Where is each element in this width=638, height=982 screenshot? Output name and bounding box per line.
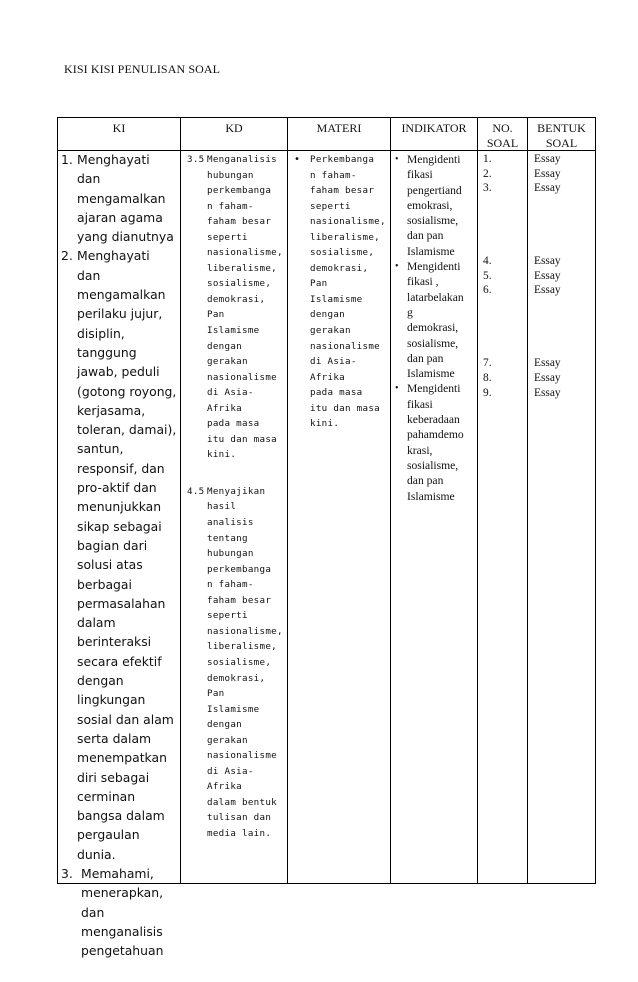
kd-line: perkembanga (207, 185, 272, 197)
indikator-item-1 (395, 152, 477, 259)
column-divider (287, 117, 288, 884)
ki-line: menerapkan, (81, 885, 164, 901)
ki-item-text (77, 150, 179, 246)
header-bentuk-soal (528, 121, 595, 151)
kd-line: Islamisme (207, 325, 260, 337)
kd-line: kini. (207, 449, 237, 461)
kd-gap (187, 463, 287, 484)
no-soal-value: 7. (483, 357, 492, 370)
materi-line: liberalisme, (310, 231, 380, 243)
kd-line: liberalisme, (207, 262, 277, 274)
materi-item (294, 152, 390, 432)
kd-line: nasionalisme, (207, 625, 283, 637)
kd-line: nasionalisme, (207, 247, 283, 259)
ki-line: lingkungan (77, 692, 146, 708)
ki-line: disiplin, (77, 325, 125, 341)
indikator-line: sosialisme, (407, 214, 459, 228)
materi-line: nasionalisme, (310, 216, 386, 228)
bentuk-soal-value: Essay (534, 357, 561, 370)
header-no-soal-line2: SOAL (486, 136, 519, 150)
materi-item-text (310, 152, 390, 432)
kd-line: sosialisme, (207, 278, 272, 290)
kd-item-number: 4.5 (187, 485, 205, 497)
indikator-line: g (407, 305, 413, 319)
bentuk-soal-value: Essay (534, 255, 561, 268)
kd-line: hubungan (207, 169, 254, 181)
ki-line: Memahami, (81, 865, 154, 881)
materi-line: n faham- (310, 169, 357, 181)
ki-line: perilaku jujur, (77, 306, 163, 322)
no-soal-value: 3. (483, 182, 492, 195)
kd-line: Menganalisis (207, 154, 277, 165)
ki-line: mengamalkan (77, 190, 166, 206)
kd-line: Pan (207, 309, 225, 321)
ki-item-text (81, 864, 179, 960)
ki-item-number: 1. (61, 152, 73, 167)
ki-line: Menghayati (77, 152, 150, 167)
ki-item-number: 2. (61, 248, 73, 264)
no-soal-value: 4. (483, 255, 492, 268)
page-title: KISI KISI PENULISAN SOAL (64, 62, 221, 76)
column-divider (527, 117, 528, 884)
ki-line: dengan (77, 673, 124, 689)
header-bentuk-soal-line2: SOAL (545, 136, 578, 150)
ki-cell (61, 150, 179, 960)
ki-item-number: 3. (61, 865, 73, 881)
kd-line: di Asia-Afrika (207, 387, 254, 414)
kd-line: Pan (207, 688, 225, 700)
indikator-line: keberadaan (407, 413, 460, 427)
bentuk-soal-value: Essay (534, 371, 561, 384)
ki-line: yang dianutnya (77, 229, 174, 245)
ki-item-3 (61, 864, 179, 960)
indikator-line: sosialisme, (407, 336, 459, 350)
ki-line: Menghayati (77, 248, 150, 264)
ki-line: berinteraksi (77, 634, 152, 650)
kd-line: dalam bentuk (207, 796, 277, 808)
kd-item-text (207, 152, 287, 463)
kd-line: Islamisme (207, 703, 260, 715)
kd-item-text (207, 484, 287, 842)
indikator-line: krasi, (407, 443, 433, 457)
bullet: • (294, 154, 301, 165)
table-border-top (57, 117, 596, 118)
materi-line: Perkembanga (310, 154, 375, 165)
table-border-left (57, 117, 58, 884)
ki-line: bagian dari (77, 537, 148, 553)
ki-line: santun, (77, 441, 124, 457)
indikator-line: Mengidenti (407, 382, 461, 396)
ki-item-text (77, 246, 179, 864)
kd-line: perkembanga (207, 563, 272, 575)
ki-line: secara efektif (77, 653, 162, 669)
kd-line: faham besar (207, 216, 272, 228)
header-kd: KD (225, 121, 243, 135)
materi-line: sosialisme, (310, 247, 375, 259)
kd-line: Menyajikan (207, 485, 266, 497)
ki-line: bangsa dalam (77, 808, 165, 824)
kd-line: dengan (207, 719, 242, 731)
kd-line: nasionalisme (207, 750, 277, 762)
kd-line: tulisan dan (207, 812, 272, 824)
kd-line: demokrasi, (207, 672, 266, 684)
ki-line: tanggung (77, 344, 137, 360)
ki-line: dan (77, 267, 101, 283)
indikator-line: fikasi (407, 397, 433, 411)
kd-line: dengan (207, 340, 242, 352)
indikator-line: Mengidenti (407, 260, 461, 274)
bullet: • (395, 154, 399, 165)
header-bentuk-soal-line1: BENTUK (537, 121, 586, 135)
ki-line: mengamalkan (77, 287, 166, 303)
bentuk-soal-value: Essay (534, 386, 561, 399)
materi-line: Islamisme (310, 293, 363, 305)
ki-line: sikap sebagai (77, 518, 162, 534)
kd-line: hasil analisis (207, 501, 254, 529)
indikator-line: Islamisme (407, 244, 455, 258)
column-divider (390, 117, 391, 884)
materi-line: kini. (310, 418, 340, 430)
ki-line: pengetahuan (81, 943, 164, 959)
indikator-item-2 (395, 259, 477, 381)
no-soal-value: 9. (483, 386, 492, 399)
ki-item-2 (61, 246, 179, 864)
ki-line: sosial dan alam (77, 711, 174, 727)
kd-line: n faham- (207, 200, 254, 212)
ki-line: pergaulan (77, 827, 140, 843)
kd-line: seperti (207, 231, 248, 243)
ki-line: serta dalam (77, 730, 152, 746)
kd-line: liberalisme, (207, 641, 277, 653)
ki-line: kerjasama, (77, 402, 146, 418)
indikator-item-text (407, 152, 477, 259)
indikator-line: Islamisme (407, 367, 455, 381)
kd-line: faham besar (207, 594, 272, 606)
ki-line: menempatkan (77, 750, 167, 766)
indikator-line: emokrasi, (407, 198, 453, 212)
kd-line: itu dan masa (207, 433, 277, 445)
indikator-item-text (407, 381, 477, 503)
indikator-line: latarbelakan (407, 290, 464, 304)
indikator-line: sosialisme, (407, 458, 459, 472)
indikator-item-3 (395, 381, 477, 503)
column-divider (180, 117, 181, 884)
header-no-soal-line1: NO. (492, 121, 513, 135)
header-materi: MATERI (316, 121, 362, 135)
no-soal-value: 8. (483, 371, 492, 384)
ki-line: jawab, peduli (77, 364, 160, 380)
kd-item-number: 3.5 (187, 154, 205, 165)
kd-line: gerakan (207, 356, 248, 368)
indikator-line: dan pan (407, 229, 444, 243)
ki-line: dunia. (77, 846, 116, 862)
header-ki: KI (112, 121, 126, 135)
kisi-kisi-table (57, 117, 596, 959)
ki-line: diri sebagai (77, 769, 150, 785)
kd-line: n faham- (207, 579, 254, 591)
kd-item-3-5 (187, 152, 287, 463)
ki-item-1 (61, 150, 179, 246)
ki-line: dan (77, 171, 101, 187)
ki-line: (gotong royong, (77, 383, 177, 399)
no-soal-value: 1. (483, 153, 492, 165)
indikator-line: dan pan (407, 351, 444, 365)
kd-line: seperti (207, 610, 248, 622)
ki-line: menganalisis (81, 923, 163, 939)
indikator-line: fikasi (407, 168, 433, 182)
indikator-line: Islamisme (407, 489, 455, 503)
kd-line: di Asia-Afrika (207, 765, 254, 793)
bullet: • (395, 261, 399, 273)
ki-line: responsif, dan (77, 460, 165, 476)
column-divider (477, 117, 478, 884)
ki-line: toleran, damai), (77, 422, 177, 438)
materi-line: di Asia-Afrika (310, 356, 357, 383)
materi-line: gerakan (310, 325, 351, 337)
materi-line: dengan (310, 309, 345, 321)
ki-line: berbagai (77, 576, 132, 592)
indikator-line: dan pan (407, 474, 444, 488)
indikator-line: pahamdemo (407, 428, 464, 442)
header-no-soal (478, 121, 527, 151)
indikator-line: pengertiand (407, 183, 462, 197)
kd-line: media lain. (207, 827, 272, 839)
ki-line: dalam (77, 615, 116, 631)
no-soal-cell (483, 152, 527, 400)
kd-line: nasionalisme (207, 371, 277, 383)
kd-line: demokrasi, (207, 293, 266, 305)
materi-line: nasionalisme (310, 340, 380, 352)
materi-line: faham besar (310, 185, 375, 197)
bentuk-soal-value: Essay (534, 182, 561, 195)
indikator-cell (395, 152, 477, 504)
materi-line: demokrasi, (310, 262, 369, 274)
table-border-right (595, 117, 596, 884)
no-soal-value: 5. (483, 269, 492, 282)
materi-line: seperti (310, 200, 351, 212)
bentuk-soal-value: Essay (534, 284, 561, 297)
ki-line: menunjukkan (77, 499, 162, 515)
bentuk-soal-cell (534, 152, 594, 400)
kd-line: sosialisme, (207, 656, 272, 668)
bentuk-soal-value: Essay (534, 153, 561, 165)
header-indikator: INDIKATOR (401, 121, 467, 135)
materi-cell (294, 152, 390, 432)
bentuk-soal-value: Essay (534, 167, 561, 180)
materi-line: Pan (310, 278, 328, 290)
ki-line: dan (81, 904, 105, 920)
ki-line: permasalahan (77, 595, 166, 611)
no-soal-value: 6. (483, 284, 492, 297)
kd-line: tentang (207, 532, 248, 544)
kd-line: pada masa (207, 418, 260, 430)
indikator-line: demokrasi, (407, 321, 459, 335)
ki-line: ajaran agama (77, 209, 163, 225)
materi-line: itu dan masa (310, 402, 380, 414)
indikator-item-text (407, 259, 477, 381)
ki-line: solusi atas (77, 557, 143, 573)
ki-line: cerminan (77, 788, 136, 804)
kd-line: hubungan (207, 548, 254, 560)
bentuk-soal-value: Essay (534, 269, 561, 282)
kd-item-4-5 (187, 484, 287, 842)
no-soal-value: 2. (483, 167, 492, 180)
indikator-line: Mengidenti (407, 153, 461, 166)
kd-line: gerakan (207, 734, 248, 746)
bullet: • (395, 383, 399, 395)
materi-line: pada masa (310, 387, 363, 399)
ki-line: pro-aktif dan (77, 480, 157, 496)
kd-cell (187, 152, 287, 842)
indikator-line: fikasi , (407, 275, 439, 289)
